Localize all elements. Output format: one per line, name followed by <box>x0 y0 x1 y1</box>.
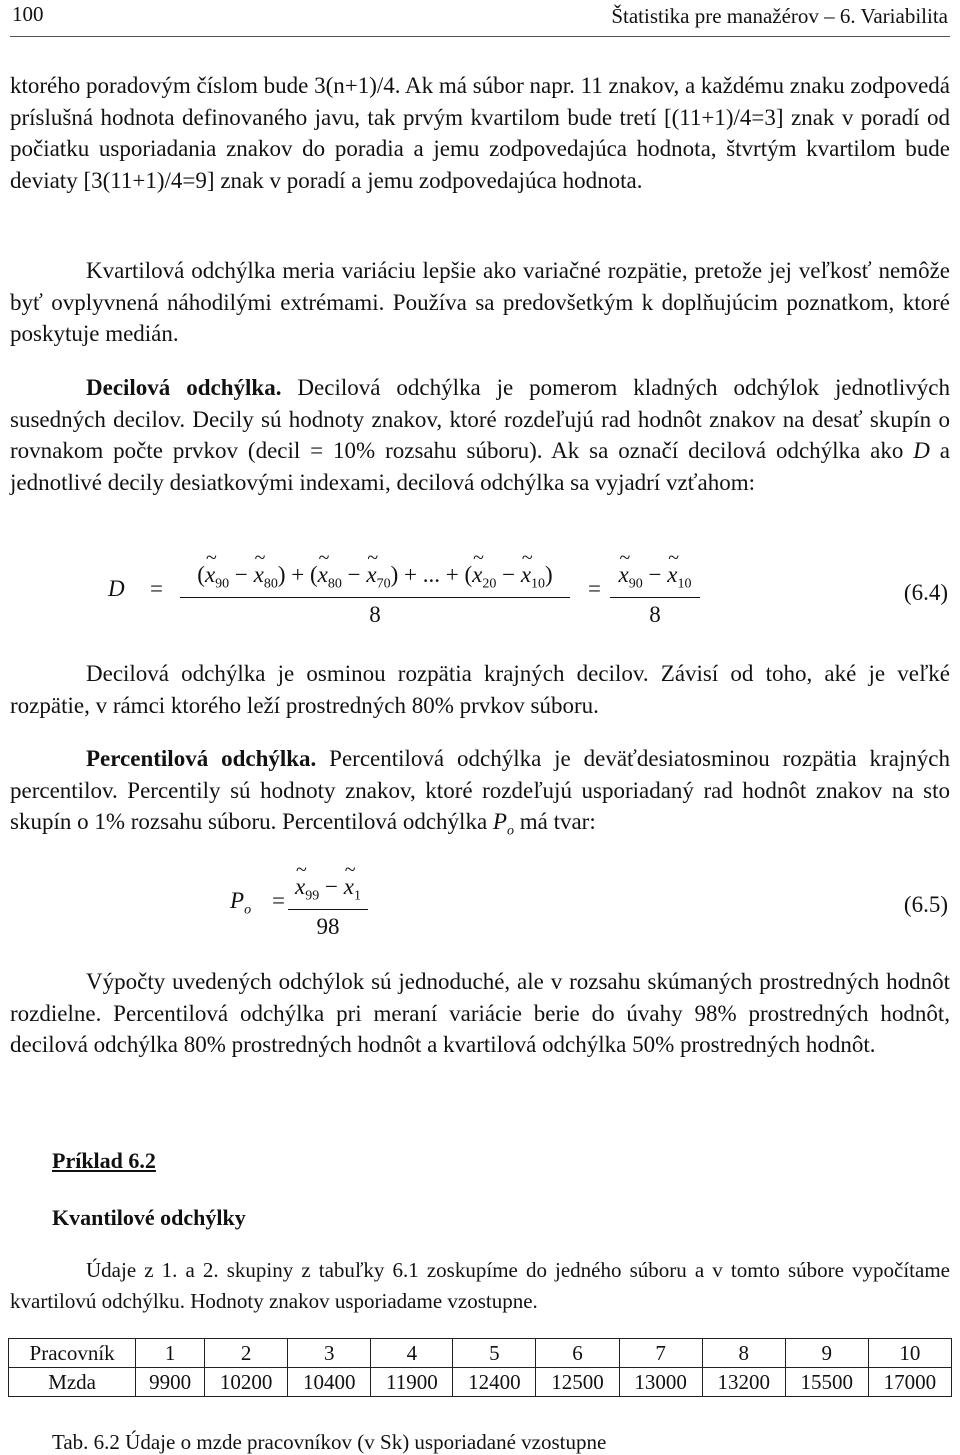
symbol-p: P <box>492 809 507 834</box>
table-cell: 11900 <box>371 1368 453 1397</box>
table-cell: 9 <box>785 1339 868 1368</box>
eq64-fraction-1 <box>180 562 570 628</box>
term-decile-deviation: Decilová odchýlka. <box>86 375 282 400</box>
percentile-text-a: Percentilová odchýlka je deväťdesiatosminou rozpätia krajných percentilov. Percentily sú hodnoty znakov, ktoré rozdeľujú usporiadaný rad hodnôt znakov na sto skupín o 1% rozsahu súboru. Percentilová odchýlka <box>10 746 951 834</box>
table-cell: 9900 <box>136 1368 205 1397</box>
eq65-numerator: ~ $x_{99}$ − ~ $x_1$ <box>288 874 368 905</box>
table-cell: 1 <box>136 1339 205 1368</box>
page-header <box>10 0 950 36</box>
paragraph-decile-explanation: Decilová odchýlka je osminou rozpätia krajných decilov. Závisí od toho, aké je veľké rozpätie, v rámci ktorého leží prostredných 80% prvkov súboru. <box>10 661 950 718</box>
eq64-equals-1: = <box>150 576 163 601</box>
eq64-denominator-1: 8 <box>369 601 381 627</box>
eq65-lhs: $P_o$ <box>230 888 252 918</box>
table-cell: 15500 <box>785 1368 868 1397</box>
eq65-denominator: 98 <box>316 913 340 939</box>
eq65-fraction <box>288 874 368 940</box>
page-number: 100 <box>12 2 44 26</box>
table-cell: 4 <box>371 1339 453 1368</box>
symbol-p-sub: o <box>506 823 514 839</box>
paragraph-quartile-position: ktorého poradovým číslom bude 3(n+1)/4. Ak má súbor napr. 11 znakov, a každému znaku zodpovedá príslušná hodnota definovaného javu, tak prvým kvartilom bude tretí [(11+1)/4=3] znak v poradí od počiatku usporiadania znakov do poradia a jemu zodpovedajúca hodnota, štvrtým kvartilom bude deviaty [3(11+1)/4=9] znak v poradí a jemu zodpovedajúca hodnota. <box>10 73 950 193</box>
eq64-fraction-2 <box>610 562 700 628</box>
table-row <box>9 1339 952 1368</box>
table-cell: 17000 <box>868 1368 951 1397</box>
wage-table <box>8 1338 952 1397</box>
eq64-denominator-2: 8 <box>649 601 661 627</box>
table-cell: 6 <box>536 1339 619 1368</box>
paragraph-quartile-deviation: Kvartilová odchýlka meria variáciu lepšie ako variačné rozpätie, pretože jej veľkosť nemôže byť ovplyvnená náhodilými extrémami. Používa sa predovšetkým k doplňujúcim poznatkom, ktoré poskytuje medián. <box>10 258 950 346</box>
table-cell: 2 <box>205 1339 288 1368</box>
table-cell: 12400 <box>453 1368 536 1397</box>
table-cell: 10400 <box>288 1368 371 1397</box>
equation-6-4 <box>0 562 960 632</box>
eq64-numerator-1: (~ $x_{90}$ − ~ $x_{80}$) + (~ $x_{80}$ − ~ $x_{70}$) + ... + (~ $x_{20}$ − ~ $x_{10}$) <box>180 562 570 593</box>
table-cell: Mzda <box>9 1368 136 1397</box>
example-title: Kvantilové odchýlky <box>52 1205 246 1230</box>
table-cell: 10200 <box>205 1368 288 1397</box>
decile-text-a: Decilová odchýlka je pomerom kladných odchýlok jednotlivých susedných decilov. Decily sú hodnoty znakov, ktoré rozdeľujú rad hodnôt znakov na desať skupín o rovnakom počte prvkov (decil = 10% rozsahu súboru). Ak sa označí decilová odchýlka ako <box>10 375 951 463</box>
eq65-equals: = <box>272 888 285 913</box>
table-cell: 7 <box>619 1339 702 1368</box>
header-rule <box>10 36 950 37</box>
table-row <box>9 1368 952 1397</box>
decile-text-b: a jednotlivé decily desiatkovými indexami, decilová odchýlka sa vyjadrí vzťahom: <box>10 438 950 495</box>
table-cell: 13000 <box>619 1368 702 1397</box>
table-cell: 8 <box>702 1339 785 1368</box>
equation-6-5 <box>0 874 960 944</box>
eq65-fraction-bar <box>288 909 368 910</box>
eq64-lhs: D <box>108 576 125 601</box>
paragraph-decile-deviation <box>10 372 950 498</box>
table-cell: 3 <box>288 1339 371 1368</box>
paragraph-computation: Výpočty uvedených odchýlok sú jednoduché, ale v rozsahu skúmaných prostredných hodnôt rozdielne. Percentilová odchýlka pri meraní variácie berie do úvahy 98% prostredných hodnôt, decilová odchýlka 80% prostredných hodnôt a kvartilová odchýlka 50% prostredných hodnôt. <box>10 969 950 1057</box>
term-percentile-deviation: Percentilová odchýlka. <box>86 746 317 771</box>
paragraph-percentile-deviation <box>10 743 950 847</box>
eq64-number: (6.4) <box>903 580 948 605</box>
symbol-d: D <box>913 438 930 463</box>
table-cell: 13200 <box>702 1368 785 1397</box>
eq64-fraction-bar-1 <box>180 597 570 598</box>
table-cell: 10 <box>868 1339 951 1368</box>
table-cell: 5 <box>453 1339 536 1368</box>
running-title: Štatistika pre manažérov – 6. Variabilita <box>611 4 948 28</box>
eq65-number: (6.5) <box>903 892 948 917</box>
eq64-numerator-2: ~ $x_{90}$ − ~ $x_{10}$ <box>610 562 700 593</box>
example-label: Príklad 6.2 <box>52 1148 156 1173</box>
example-text: Údaje z 1. a 2. skupiny z tabuľky 6.1 zoskupíme do jedného súboru a v tomto súbore vypočítame kvartilovú odchýlku. Hodnoty znakov usporiadame vzostupne. <box>10 1258 950 1313</box>
eq64-fraction-bar-2 <box>610 597 700 598</box>
table-cell: Pracovník <box>9 1339 136 1368</box>
table-cell: 12500 <box>536 1368 619 1397</box>
table-caption: Tab. 6.2 Údaje o mzde pracovníkov (v Sk) usporiadané vzostupne <box>52 1430 607 1454</box>
percentile-text-b: má tvar: <box>513 809 596 834</box>
eq64-equals-2: = <box>588 576 601 601</box>
